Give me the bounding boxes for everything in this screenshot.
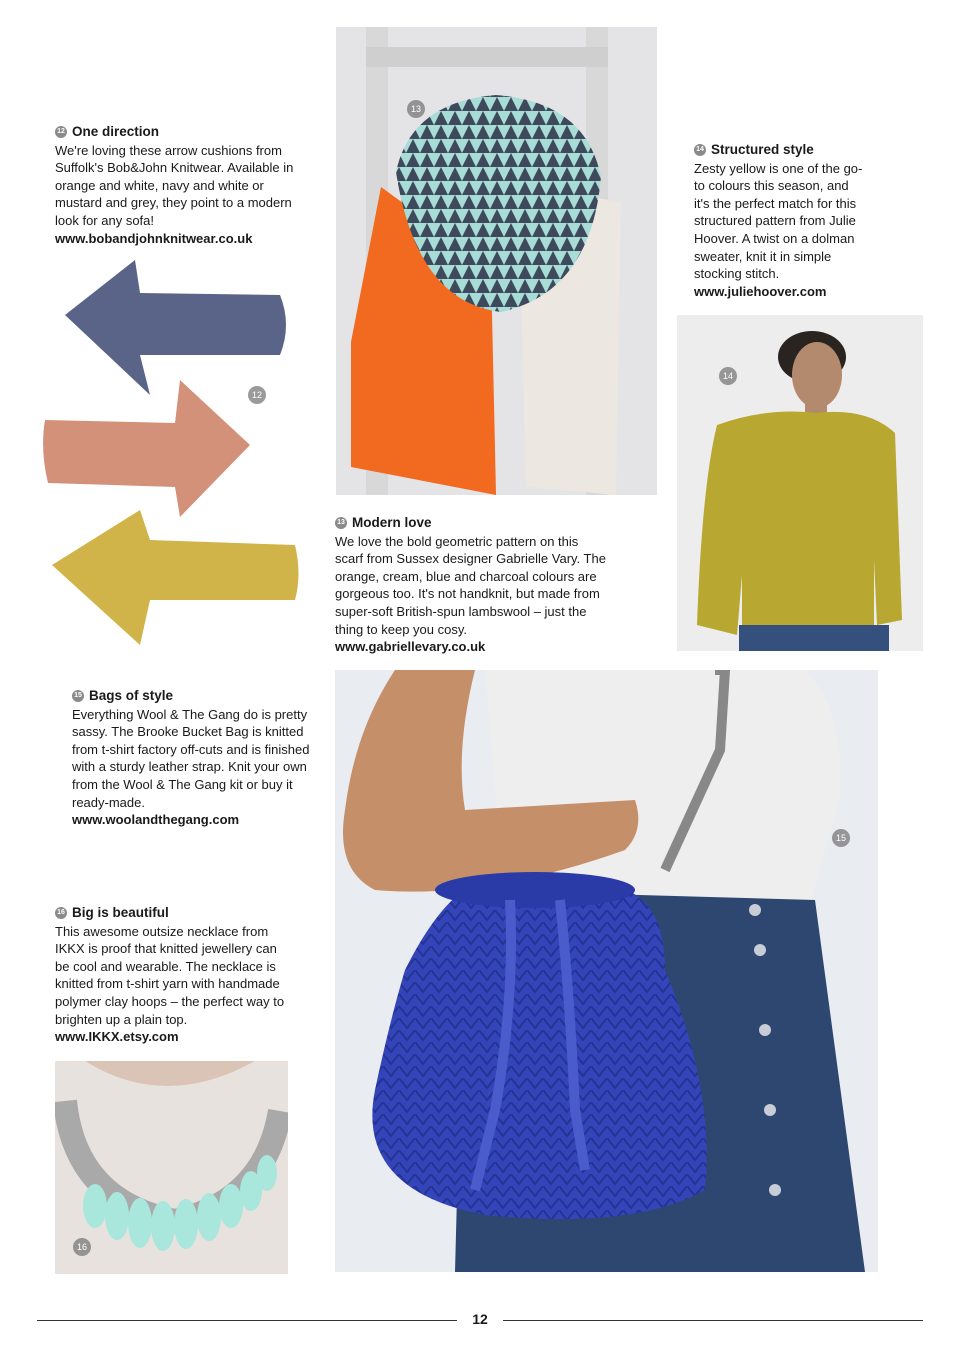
big-is-beautiful-block: [55, 904, 290, 1046]
scarf-image: [336, 27, 657, 495]
footer-rule-right: [503, 1320, 923, 1321]
modern-love-body: We love the bold geometric pattern on this scarf from Sussex designer Gabrielle Vary. The orange, cream, blue and charcoal colours are gorgeous too. It's not handknit, but made from super-soft British-spun lambswool – just the thing to keep you cosy.: [335, 533, 606, 637]
sweater-image: [677, 315, 923, 651]
one-direction-url[interactable]: www.bobandjohnknitwear.co.uk: [55, 230, 253, 246]
modern-love-heading: [335, 514, 610, 532]
big-is-beautiful-title: Big is beautiful: [72, 905, 169, 920]
one-direction-title: One direction: [72, 124, 160, 139]
structured-style-title: Structured style: [711, 142, 814, 157]
arrow-cushions-illustration: [40, 255, 315, 650]
bucket-bag-illustration: [335, 670, 878, 1272]
item-number-icon: 16: [55, 907, 67, 919]
necklace-number-badge: 16: [73, 1238, 91, 1256]
footer-rule-left: [37, 1320, 457, 1321]
structured-style-block: [694, 141, 864, 300]
bags-of-style-title: Bags of style: [89, 688, 174, 703]
bags-of-style-block: [72, 687, 322, 829]
scarf-number-badge: 13: [407, 100, 425, 118]
big-is-beautiful-heading: [55, 904, 290, 922]
arrow-cushions-image: [40, 255, 315, 650]
one-direction-body: We're loving these arrow cushions from Suffolk's Bob&John Knitwear. Available in orange and white, navy and white or mustard and grey, they point to a modern look for any sofa!: [55, 142, 294, 228]
sweater-illustration: [677, 315, 923, 651]
item-number-icon: 15: [72, 690, 84, 702]
one-direction-heading: [55, 123, 295, 141]
big-is-beautiful-body: This awesome outsize necklace from IKKX is proof that knitted jewellery can be cool and wearable. The necklace is knitted from t-shirt yarn with handmade polymer clay hoops – the perfect way to brighten up a plain top.: [55, 923, 285, 1027]
structured-style-body: Zesty yellow is one of the go-to colours this season, and it's the perfect match for this structured pattern from Julie Hoover. A twist on a dolman sweater, knit it in simple stocking stitch.: [694, 160, 863, 282]
scarf-illustration: [336, 27, 657, 495]
modern-love-block: [335, 514, 610, 656]
bags-of-style-body: Everything Wool & The Gang do is pretty sassy. The Brooke Bucket Bag is knitted from t-shirt factory off-cuts and is finished with a sturdy leather strap. Knit your own from the Wool & The Gang kit or buy it ready-made.: [72, 706, 310, 810]
structured-style-heading: [694, 141, 864, 159]
one-direction-block: [55, 123, 295, 247]
modern-love-url[interactable]: www.gabriellevary.co.uk: [335, 639, 486, 655]
bucket-bag-image: [335, 670, 878, 1272]
item-number-icon: 12: [55, 126, 67, 138]
sweater-number-badge: 14: [719, 367, 737, 385]
structured-style-url[interactable]: www.juliehoover.com: [694, 283, 827, 299]
bag-number-badge: 15: [832, 829, 850, 847]
item-number-icon: 14: [694, 144, 706, 156]
page-number: 12: [472, 1311, 488, 1327]
item-number-icon: 13: [335, 517, 347, 529]
necklace-image: [55, 1061, 288, 1274]
bags-of-style-heading: [72, 687, 322, 705]
bags-of-style-url[interactable]: www.woolandthegang.com: [72, 812, 240, 828]
cushions-number-badge: 12: [248, 386, 266, 404]
big-is-beautiful-url[interactable]: www.IKKX.etsy.com: [55, 1029, 179, 1045]
modern-love-title: Modern love: [352, 515, 432, 530]
